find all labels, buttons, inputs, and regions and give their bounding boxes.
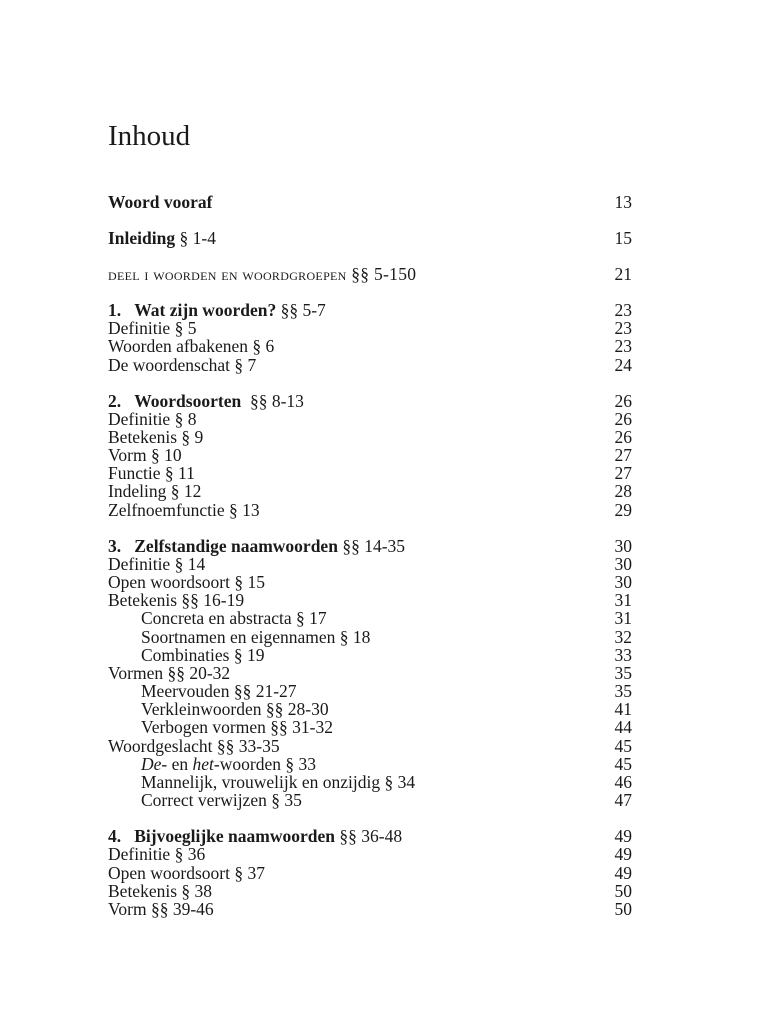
section-ref: §§ 5-7 — [280, 299, 326, 320]
toc-item[interactable]: Indeling § 12 28 — [108, 481, 632, 502]
page-number: 44 — [614, 717, 632, 738]
toc-item[interactable]: Definitie § 36 49 — [108, 844, 632, 865]
toc-subitem[interactable]: Meervouden §§ 21-27 35 — [141, 681, 632, 702]
toc-item[interactable]: Woorden afbakenen § 6 23 — [108, 336, 632, 357]
page-number: 28 — [614, 481, 632, 502]
toc-item[interactable]: Open woordsoort § 37 49 — [108, 862, 632, 883]
toc-subitem[interactable]: Combinaties § 19 33 — [141, 644, 632, 665]
page-number: 50 — [614, 880, 632, 901]
chapter-number: 3. — [108, 535, 122, 556]
chapter-title: Wat zijn woorden? — [134, 299, 277, 320]
chapter-title: Woordsoorten — [134, 390, 242, 411]
toc-chapter-3[interactable] — [108, 537, 632, 555]
chapter-title: Zelfstandige naamwoorden — [134, 535, 338, 556]
toc-subitem[interactable]: Concreta en abstracta § 17 31 — [141, 608, 632, 629]
page-number: 32 — [614, 626, 632, 647]
page-number: 23 — [614, 318, 632, 339]
page-number: 13 — [614, 192, 632, 212]
toc-subitem[interactable]: Verkleinwoorden §§ 28-30 41 — [141, 699, 632, 720]
toc-part-1[interactable] — [108, 265, 632, 283]
toc-chapter-1[interactable] — [108, 301, 632, 319]
page-number: 30 — [614, 571, 632, 592]
toc-item[interactable]: Betekenis §§ 16-19 31 — [108, 590, 632, 611]
toc-subitem[interactable]: Correct verwijzen § 35 47 — [141, 790, 632, 811]
section-ref: §§ 8-13 — [249, 390, 304, 411]
page-number: 46 — [614, 772, 632, 793]
page-number: 35 — [614, 662, 632, 683]
page-number: 47 — [614, 790, 632, 811]
toc-chapter-4[interactable] — [108, 827, 632, 845]
chapter-number: 2. — [108, 390, 122, 411]
page-number: 45 — [614, 735, 632, 756]
page-number: 23 — [614, 299, 632, 320]
page-number: 35 — [614, 681, 632, 702]
section-ref: § 1-4 — [179, 227, 216, 248]
toc-entry-woord-vooraf[interactable] — [108, 193, 632, 211]
page-number: 24 — [614, 354, 632, 375]
toc-subitem[interactable]: Verbogen vormen §§ 31-32 44 — [141, 717, 632, 738]
page-number: 15 — [614, 227, 632, 248]
page-number: 26 — [614, 426, 632, 447]
toc-chapter-2[interactable] — [108, 392, 632, 410]
page-number: 41 — [614, 699, 632, 720]
toc-item[interactable]: Definitie § 8 26 — [108, 408, 632, 429]
toc-item[interactable]: Betekenis § 9 26 — [108, 426, 632, 447]
toc-item[interactable]: Open woordsoort § 15 30 — [108, 571, 632, 592]
page-number: 23 — [614, 336, 632, 357]
page-title: Inhoud — [108, 120, 191, 152]
page-number: 21 — [614, 263, 632, 284]
toc-item[interactable]: Betekenis § 38 50 — [108, 880, 632, 901]
page-number: 31 — [614, 608, 632, 629]
table-of-contents — [108, 193, 632, 918]
page-number: 27 — [614, 445, 632, 466]
toc-item[interactable]: Vormen §§ 20-32 35 — [108, 662, 632, 683]
toc-item[interactable]: Definitie § 14 30 — [108, 553, 632, 574]
entry-title: Inleiding — [108, 227, 176, 248]
part-label: deel i woorden en woordgroepen — [108, 264, 347, 284]
page-number: 27 — [614, 463, 632, 484]
section-ref: §§ 14-35 — [342, 535, 406, 556]
page-number: 49 — [614, 862, 632, 883]
toc-subitem[interactable]: Mannelijk, vrouwelijk en onzijdig § 34 46 — [141, 772, 632, 793]
toc-item[interactable]: Zelfnoemfunctie § 13 29 — [108, 499, 632, 520]
toc-item[interactable]: Definitie § 5 23 — [108, 318, 632, 339]
page-number: 49 — [614, 844, 632, 865]
page-number: 31 — [614, 590, 632, 611]
toc-subitem[interactable]: Soortnamen en eigennamen § 18 32 — [141, 626, 632, 647]
entry-title: Woord vooraf — [108, 192, 213, 212]
toc-item[interactable]: Vorm § 10 27 — [108, 445, 632, 466]
page-number: 30 — [614, 553, 632, 574]
toc-item[interactable]: Functie § 11 27 — [108, 463, 632, 484]
page-number: 45 — [614, 753, 632, 774]
page-number: 26 — [614, 408, 632, 429]
page-number: 30 — [614, 535, 632, 556]
page-number: 50 — [614, 898, 632, 919]
chapter-number: 4. — [108, 826, 122, 847]
toc-subitem[interactable]: De- en het-woorden § 33 45 — [141, 753, 632, 774]
page-number: 29 — [614, 499, 632, 520]
page-number: 26 — [614, 390, 632, 411]
toc-item[interactable]: Vorm §§ 39-46 50 — [108, 898, 632, 919]
toc-entry-inleiding[interactable] — [108, 229, 632, 247]
page-number: 33 — [614, 644, 632, 665]
chapter-number: 1. — [108, 299, 122, 320]
section-ref: §§ 36-48 — [339, 826, 403, 847]
toc-item[interactable]: Woordgeslacht §§ 33-35 45 — [108, 735, 632, 756]
section-ref: §§ 5-150 — [351, 263, 417, 284]
toc-item[interactable]: De woordenschat § 7 24 — [108, 354, 632, 375]
page-number: 49 — [614, 826, 632, 847]
chapter-title: Bijvoeglijke naamwoorden — [134, 826, 336, 847]
